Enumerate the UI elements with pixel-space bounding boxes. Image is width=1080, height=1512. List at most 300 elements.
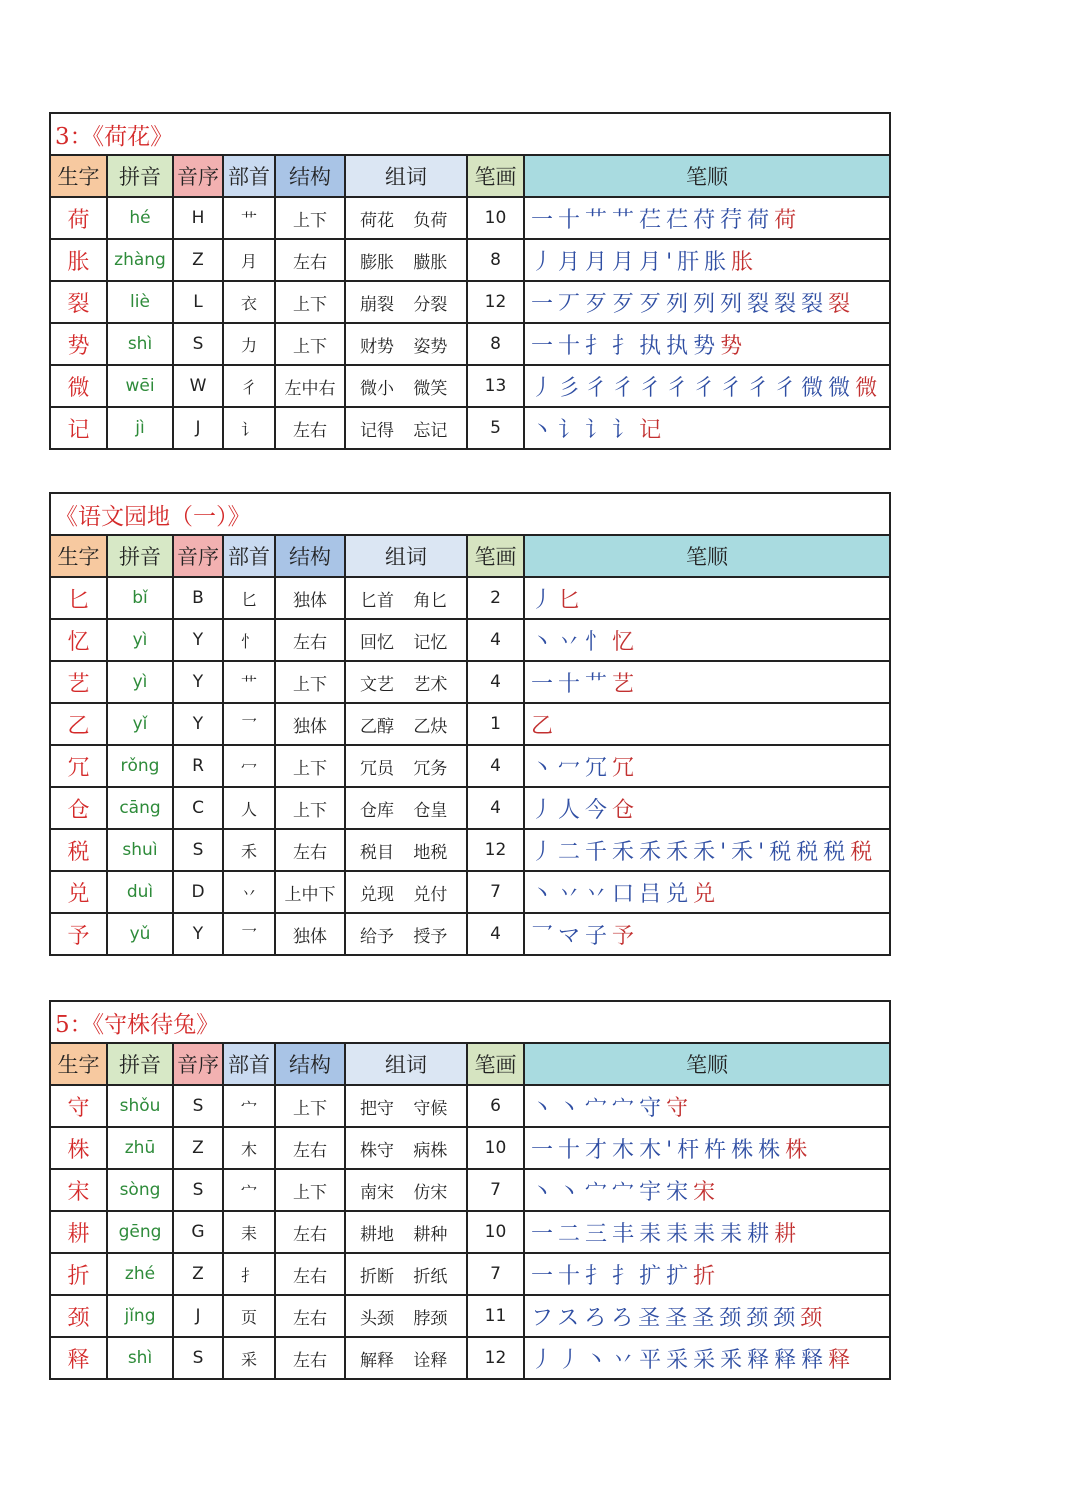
stroke-step: 彳 xyxy=(639,375,667,401)
radical-cell: 耒 xyxy=(223,1211,275,1253)
character-cell: 裂 xyxy=(50,281,107,323)
stroke-step: 彳 xyxy=(612,375,640,401)
lesson-table-yu-wen-yuan-di xyxy=(49,492,889,956)
stroke-step: 微 xyxy=(801,375,829,401)
stroke-step: 裂 xyxy=(774,291,802,317)
stroke-step: 荷 xyxy=(774,207,802,233)
stroke-step: 微 xyxy=(828,375,856,401)
character-table xyxy=(49,112,891,450)
header-char: 生字 xyxy=(50,1043,107,1085)
stroke-step: 仓 xyxy=(612,797,640,823)
section-title: 5：《守株待兔》 xyxy=(50,1001,890,1043)
structure-cell: 上下 xyxy=(275,1085,345,1127)
stroke-step: 丶 xyxy=(531,629,559,655)
word-examples-cell: 把守 守候 xyxy=(345,1085,467,1127)
pinyin-cell: rǒng xyxy=(107,745,173,787)
stroke-count-cell: 10 xyxy=(467,1211,524,1253)
stroke-step: 丷 xyxy=(585,881,613,907)
structure-cell: 左右 xyxy=(275,1211,345,1253)
pinyin-cell: bǐ xyxy=(107,577,173,619)
stroke-step: 丶 xyxy=(531,881,559,907)
stroke-step: 颈 xyxy=(773,1305,801,1331)
stroke-step: 税 xyxy=(796,839,824,865)
structure-cell: 左右 xyxy=(275,829,345,871)
phonetic-order-cell: Z xyxy=(173,1127,223,1169)
table-row xyxy=(50,197,890,239)
stroke-step: 扩 xyxy=(666,1263,694,1289)
stroke-step: 禾 xyxy=(639,839,667,865)
character-cell: 兑 xyxy=(50,871,107,913)
stroke-step: 丷 xyxy=(612,1347,640,1373)
stroke-step: 月 xyxy=(558,249,586,275)
word-examples-cell: 折断 折纸 xyxy=(345,1253,467,1295)
radical-cell: 匕 xyxy=(223,577,275,619)
stroke-count-cell: 10 xyxy=(467,1127,524,1169)
stroke-count-cell: 4 xyxy=(467,787,524,829)
stroke-sequence-cell xyxy=(524,577,890,619)
radical-cell: 宀 xyxy=(223,1085,275,1127)
stroke-step: 艹 xyxy=(612,207,640,233)
phonetic-order-cell: W xyxy=(173,365,223,407)
table-row xyxy=(50,239,890,281)
table-row xyxy=(50,1295,890,1337)
stroke-step: 十 xyxy=(558,1263,586,1289)
header-radical: 部首 xyxy=(223,535,275,577)
phonetic-order-cell: Y xyxy=(173,913,223,955)
table-row xyxy=(50,1169,890,1211)
header-sequence: 笔顺 xyxy=(524,535,890,577)
stroke-step: 丶 xyxy=(558,1179,586,1205)
stroke-step: 守 xyxy=(639,1095,667,1121)
stroke-step: 艹 xyxy=(585,671,613,697)
stroke-sequence-cell xyxy=(524,913,890,955)
stroke-step: 宀 xyxy=(612,1095,640,1121)
lesson-table-shou-zhu-dai-tu xyxy=(49,1000,889,1380)
stroke-step: 兑 xyxy=(693,881,721,907)
section-title: 《语文园地（一）》 xyxy=(50,493,890,535)
stroke-step: 颈 xyxy=(719,1305,747,1331)
radical-cell: 页 xyxy=(223,1295,275,1337)
word-examples-cell: 头颈 脖颈 xyxy=(345,1295,467,1337)
word-examples-cell: 税目 地税 xyxy=(345,829,467,871)
pinyin-cell: shì xyxy=(107,323,173,365)
structure-cell: 上中下 xyxy=(275,871,345,913)
stroke-sequence-cell xyxy=(524,197,890,239)
stroke-step: 列 xyxy=(720,291,748,317)
stroke-step: 艺 xyxy=(612,671,640,697)
character-cell: 匕 xyxy=(50,577,107,619)
header-order: 音序 xyxy=(173,155,223,197)
stroke-step: 丿 xyxy=(531,249,559,275)
stroke-step: 三 xyxy=(585,1221,613,1247)
header-order: 音序 xyxy=(173,1043,223,1085)
phonetic-order-cell: S xyxy=(173,323,223,365)
radical-cell: 冖 xyxy=(223,745,275,787)
stroke-count-cell: 1 xyxy=(467,703,524,745)
character-cell: 颈 xyxy=(50,1295,107,1337)
stroke-sequence-cell xyxy=(524,619,890,661)
stroke-step: 执 xyxy=(666,333,694,359)
word-examples-cell: 膨胀 臌胀 xyxy=(345,239,467,281)
character-cell: 耕 xyxy=(50,1211,107,1253)
stroke-step: 宋 xyxy=(666,1179,694,1205)
stroke-step: 胀 xyxy=(704,249,732,275)
stroke-step: 彳 xyxy=(720,375,748,401)
stroke-step: 十 xyxy=(558,1137,586,1163)
structure-cell: 左中右 xyxy=(275,365,345,407)
structure-cell: 独体 xyxy=(275,703,345,745)
stroke-step: 宇 xyxy=(639,1179,667,1205)
stroke-step: 丶 xyxy=(531,1179,559,1205)
stroke-step: 颈 xyxy=(800,1305,828,1331)
stroke-sequence-cell xyxy=(524,1295,890,1337)
stroke-sequence-cell xyxy=(524,407,890,449)
stroke-step: 彡 xyxy=(558,375,586,401)
stroke-step: 讠 xyxy=(585,417,613,443)
stroke-count-cell: 12 xyxy=(467,1337,524,1379)
stroke-step: 一 xyxy=(531,1263,559,1289)
header-words: 组词 xyxy=(345,155,467,197)
header-structure: 结构 xyxy=(275,1043,345,1085)
stroke-step: 耒 xyxy=(639,1221,667,1247)
character-cell: 乙 xyxy=(50,703,107,745)
stroke-step: 扌 xyxy=(585,333,613,359)
stroke-step: 歹 xyxy=(585,291,613,317)
word-examples-cell: 解释 诠释 xyxy=(345,1337,467,1379)
stroke-step: 肝 xyxy=(677,249,705,275)
stroke-step: 月' xyxy=(639,249,678,275)
stroke-step: 丿 xyxy=(531,375,559,401)
stroke-step: 丶 xyxy=(531,755,559,781)
stroke-step: 株 xyxy=(731,1137,759,1163)
stroke-step: 记 xyxy=(639,417,667,443)
word-examples-cell: 匕首 角匕 xyxy=(345,577,467,619)
word-examples-cell: 耕地 耕种 xyxy=(345,1211,467,1253)
phonetic-order-cell: Y xyxy=(173,619,223,661)
stroke-step: 一 xyxy=(531,207,559,233)
header-char: 生字 xyxy=(50,535,107,577)
character-cell: 释 xyxy=(50,1337,107,1379)
phonetic-order-cell: Z xyxy=(173,1253,223,1295)
structure-cell: 左右 xyxy=(275,407,345,449)
stroke-step: 讠 xyxy=(612,417,640,443)
table-row xyxy=(50,365,890,407)
stroke-step: 杵 xyxy=(704,1137,732,1163)
stroke-sequence-cell xyxy=(524,661,890,703)
structure-cell: 上下 xyxy=(275,1169,345,1211)
phonetic-order-cell: Y xyxy=(173,661,223,703)
table-row xyxy=(50,281,890,323)
stroke-step: 圣 xyxy=(692,1305,720,1331)
structure-cell: 上下 xyxy=(275,787,345,829)
phonetic-order-cell: L xyxy=(173,281,223,323)
stroke-step: 采 xyxy=(693,1347,721,1373)
character-cell: 守 xyxy=(50,1085,107,1127)
stroke-step: 宀 xyxy=(612,1179,640,1205)
stroke-step: 丶 xyxy=(558,1095,586,1121)
stroke-step: 千 xyxy=(585,839,613,865)
word-examples-cell: 微小 微笑 xyxy=(345,365,467,407)
table-row xyxy=(50,871,890,913)
stroke-step: 吕 xyxy=(639,881,667,907)
header-words: 组词 xyxy=(345,1043,467,1085)
stroke-sequence-cell xyxy=(524,745,890,787)
structure-cell: 左右 xyxy=(275,1295,345,1337)
stroke-sequence-cell xyxy=(524,1211,890,1253)
phonetic-order-cell: C xyxy=(173,787,223,829)
stroke-step: 才 xyxy=(585,1137,613,1163)
stroke-count-cell: 10 xyxy=(467,197,524,239)
stroke-step: 禾' xyxy=(731,839,770,865)
header-char: 生字 xyxy=(50,155,107,197)
header-words: 组词 xyxy=(345,535,467,577)
pinyin-cell: jì xyxy=(107,407,173,449)
table-row xyxy=(50,1127,890,1169)
phonetic-order-cell: G xyxy=(173,1211,223,1253)
character-cell: 艺 xyxy=(50,661,107,703)
radical-cell: 人 xyxy=(223,787,275,829)
pinyin-cell: sòng xyxy=(107,1169,173,1211)
structure-cell: 上下 xyxy=(275,323,345,365)
word-examples-cell: 记得 忘记 xyxy=(345,407,467,449)
stroke-step: 耕 xyxy=(747,1221,775,1247)
table-row xyxy=(50,323,890,365)
stroke-step: 禾 xyxy=(666,839,694,865)
pinyin-cell: wēi xyxy=(107,365,173,407)
stroke-step: 一 xyxy=(531,671,559,697)
word-examples-cell: 文艺 艺术 xyxy=(345,661,467,703)
stroke-sequence-cell xyxy=(524,871,890,913)
structure-cell: 上下 xyxy=(275,281,345,323)
stroke-count-cell: 4 xyxy=(467,913,524,955)
stroke-step: 木 xyxy=(612,1137,640,1163)
stroke-step: 荷 xyxy=(747,207,775,233)
stroke-step: 木' xyxy=(639,1137,678,1163)
stroke-step: 丿 xyxy=(531,839,559,865)
word-examples-cell: 崩裂 分裂 xyxy=(345,281,467,323)
stroke-step: 一 xyxy=(531,333,559,359)
stroke-step: 释 xyxy=(828,1347,856,1373)
stroke-step: 一 xyxy=(531,1221,559,1247)
stroke-step: 十 xyxy=(558,333,586,359)
stroke-step: 丶 xyxy=(585,1347,613,1373)
radical-cell: 月 xyxy=(223,239,275,281)
stroke-step: 子 xyxy=(585,923,613,949)
stroke-step: ろ xyxy=(611,1305,639,1331)
stroke-step: 圣 xyxy=(665,1305,693,1331)
pinyin-cell: jǐng xyxy=(107,1295,173,1337)
word-examples-cell: 株守 病株 xyxy=(345,1127,467,1169)
stroke-step: 一 xyxy=(531,291,559,317)
phonetic-order-cell: S xyxy=(173,1337,223,1379)
header-strokes: 笔画 xyxy=(467,155,524,197)
stroke-count-cell: 7 xyxy=(467,871,524,913)
stroke-step: 裂 xyxy=(801,291,829,317)
radical-cell: 艹 xyxy=(223,197,275,239)
header-radical: 部首 xyxy=(223,1043,275,1085)
radical-cell: 衣 xyxy=(223,281,275,323)
pinyin-cell: yǔ xyxy=(107,913,173,955)
radical-cell: 丷 xyxy=(223,871,275,913)
stroke-step: 宀 xyxy=(585,1095,613,1121)
header-radical: 部首 xyxy=(223,155,275,197)
stroke-step: ス xyxy=(557,1305,585,1331)
stroke-step: 列 xyxy=(693,291,721,317)
stroke-step: 丿 xyxy=(558,1347,586,1373)
phonetic-order-cell: Y xyxy=(173,703,223,745)
structure-cell: 左右 xyxy=(275,1127,345,1169)
radical-cell: 力 xyxy=(223,323,275,365)
table-row xyxy=(50,577,890,619)
stroke-step: 匕 xyxy=(558,587,586,613)
stroke-count-cell: 2 xyxy=(467,577,524,619)
stroke-count-cell: 4 xyxy=(467,661,524,703)
stroke-step: 丶 xyxy=(531,1095,559,1121)
stroke-step: 彳 xyxy=(585,375,613,401)
phonetic-order-cell: Z xyxy=(173,239,223,281)
structure-cell: 独体 xyxy=(275,913,345,955)
table-row xyxy=(50,745,890,787)
stroke-step: 微 xyxy=(855,375,883,401)
stroke-step: 彳 xyxy=(693,375,721,401)
pinyin-cell: liè xyxy=(107,281,173,323)
header-strokes: 笔画 xyxy=(467,535,524,577)
stroke-count-cell: 7 xyxy=(467,1253,524,1295)
stroke-count-cell: 8 xyxy=(467,239,524,281)
stroke-step: 税 xyxy=(769,839,797,865)
character-cell: 予 xyxy=(50,913,107,955)
stroke-step: 忄 xyxy=(585,629,613,655)
word-examples-cell: 兑现 兑付 xyxy=(345,871,467,913)
structure-cell: 左右 xyxy=(275,1337,345,1379)
character-cell: 记 xyxy=(50,407,107,449)
stroke-count-cell: 4 xyxy=(467,745,524,787)
word-examples-cell: 回忆 记忆 xyxy=(345,619,467,661)
pinyin-cell: duì xyxy=(107,871,173,913)
word-examples-cell: 仓库 仓皇 xyxy=(345,787,467,829)
stroke-sequence-cell xyxy=(524,239,890,281)
phonetic-order-cell: S xyxy=(173,829,223,871)
character-cell: 微 xyxy=(50,365,107,407)
stroke-step: 耒 xyxy=(666,1221,694,1247)
stroke-count-cell: 5 xyxy=(467,407,524,449)
word-examples-cell: 荷花 负荷 xyxy=(345,197,467,239)
word-examples-cell: 乙醇 乙炔 xyxy=(345,703,467,745)
structure-cell: 左右 xyxy=(275,1253,345,1295)
stroke-step: 乛 xyxy=(531,923,559,949)
radical-cell: 讠 xyxy=(223,407,275,449)
stroke-step: 乙 xyxy=(531,713,559,739)
stroke-step: 月 xyxy=(585,249,613,275)
phonetic-order-cell: J xyxy=(173,1295,223,1337)
stroke-sequence-cell xyxy=(524,703,890,745)
table-row xyxy=(50,407,890,449)
word-examples-cell: 冗员 冗务 xyxy=(345,745,467,787)
radical-cell: 艹 xyxy=(223,661,275,703)
pinyin-cell: zhū xyxy=(107,1127,173,1169)
header-structure: 结构 xyxy=(275,155,345,197)
character-cell: 宋 xyxy=(50,1169,107,1211)
stroke-step: 芢 xyxy=(666,207,694,233)
table-row xyxy=(50,1085,890,1127)
phonetic-order-cell: B xyxy=(173,577,223,619)
pinyin-cell: gēng xyxy=(107,1211,173,1253)
stroke-step: 宀 xyxy=(585,1179,613,1205)
stroke-sequence-cell xyxy=(524,787,890,829)
stroke-step: 耕 xyxy=(774,1221,802,1247)
stroke-step: 税 xyxy=(823,839,851,865)
stroke-step: 彳 xyxy=(774,375,802,401)
stroke-step: 株 xyxy=(758,1137,786,1163)
stroke-step: 忆 xyxy=(612,629,640,655)
stroke-step: 冖 xyxy=(558,755,586,781)
phonetic-order-cell: D xyxy=(173,871,223,913)
stroke-step: 耒 xyxy=(693,1221,721,1247)
stroke-count-cell: 7 xyxy=(467,1169,524,1211)
structure-cell: 上下 xyxy=(275,745,345,787)
character-table xyxy=(49,1000,891,1380)
stroke-step: 扌 xyxy=(612,333,640,359)
stroke-step: 执 xyxy=(639,333,667,359)
pinyin-cell: shì xyxy=(107,1337,173,1379)
stroke-sequence-cell xyxy=(524,281,890,323)
radical-cell: 木 xyxy=(223,1127,275,1169)
stroke-step: 丿 xyxy=(531,587,559,613)
stroke-step: 丶 xyxy=(531,417,559,443)
character-table xyxy=(49,492,891,956)
word-examples-cell: 财势 姿势 xyxy=(345,323,467,365)
structure-cell: 上下 xyxy=(275,197,345,239)
table-row xyxy=(50,1253,890,1295)
stroke-count-cell: 12 xyxy=(467,829,524,871)
stroke-sequence-cell xyxy=(524,1337,890,1379)
stroke-step: 彳 xyxy=(666,375,694,401)
stroke-step: 释 xyxy=(747,1347,775,1373)
stroke-step: 十 xyxy=(558,671,586,697)
stroke-step: 势 xyxy=(720,333,748,359)
radical-cell: 采 xyxy=(223,1337,275,1379)
stroke-sequence-cell xyxy=(524,365,890,407)
word-examples-cell: 给予 授予 xyxy=(345,913,467,955)
header-pinyin: 拼音 xyxy=(107,1043,173,1085)
stroke-step: 芢 xyxy=(639,207,667,233)
stroke-step: 艹 xyxy=(585,207,613,233)
header-sequence: 笔顺 xyxy=(524,155,890,197)
pinyin-cell: hé xyxy=(107,197,173,239)
stroke-step: 十 xyxy=(558,207,586,233)
character-cell: 胀 xyxy=(50,239,107,281)
stroke-count-cell: 4 xyxy=(467,619,524,661)
stroke-sequence-cell xyxy=(524,1085,890,1127)
table-row xyxy=(50,1337,890,1379)
pinyin-cell: cāng xyxy=(107,787,173,829)
structure-cell: 左右 xyxy=(275,239,345,281)
stroke-step: 二 xyxy=(558,1221,586,1247)
character-cell: 税 xyxy=(50,829,107,871)
phonetic-order-cell: S xyxy=(173,1169,223,1211)
stroke-step: 列 xyxy=(666,291,694,317)
pinyin-cell: zhàng xyxy=(107,239,173,281)
stroke-count-cell: 12 xyxy=(467,281,524,323)
structure-cell: 独体 xyxy=(275,577,345,619)
character-cell: 荷 xyxy=(50,197,107,239)
stroke-step: 耒 xyxy=(720,1221,748,1247)
table-row xyxy=(50,619,890,661)
stroke-step: 颈 xyxy=(746,1305,774,1331)
stroke-sequence-cell xyxy=(524,1253,890,1295)
structure-cell: 左右 xyxy=(275,619,345,661)
stroke-step: 丿 xyxy=(531,1347,559,1373)
